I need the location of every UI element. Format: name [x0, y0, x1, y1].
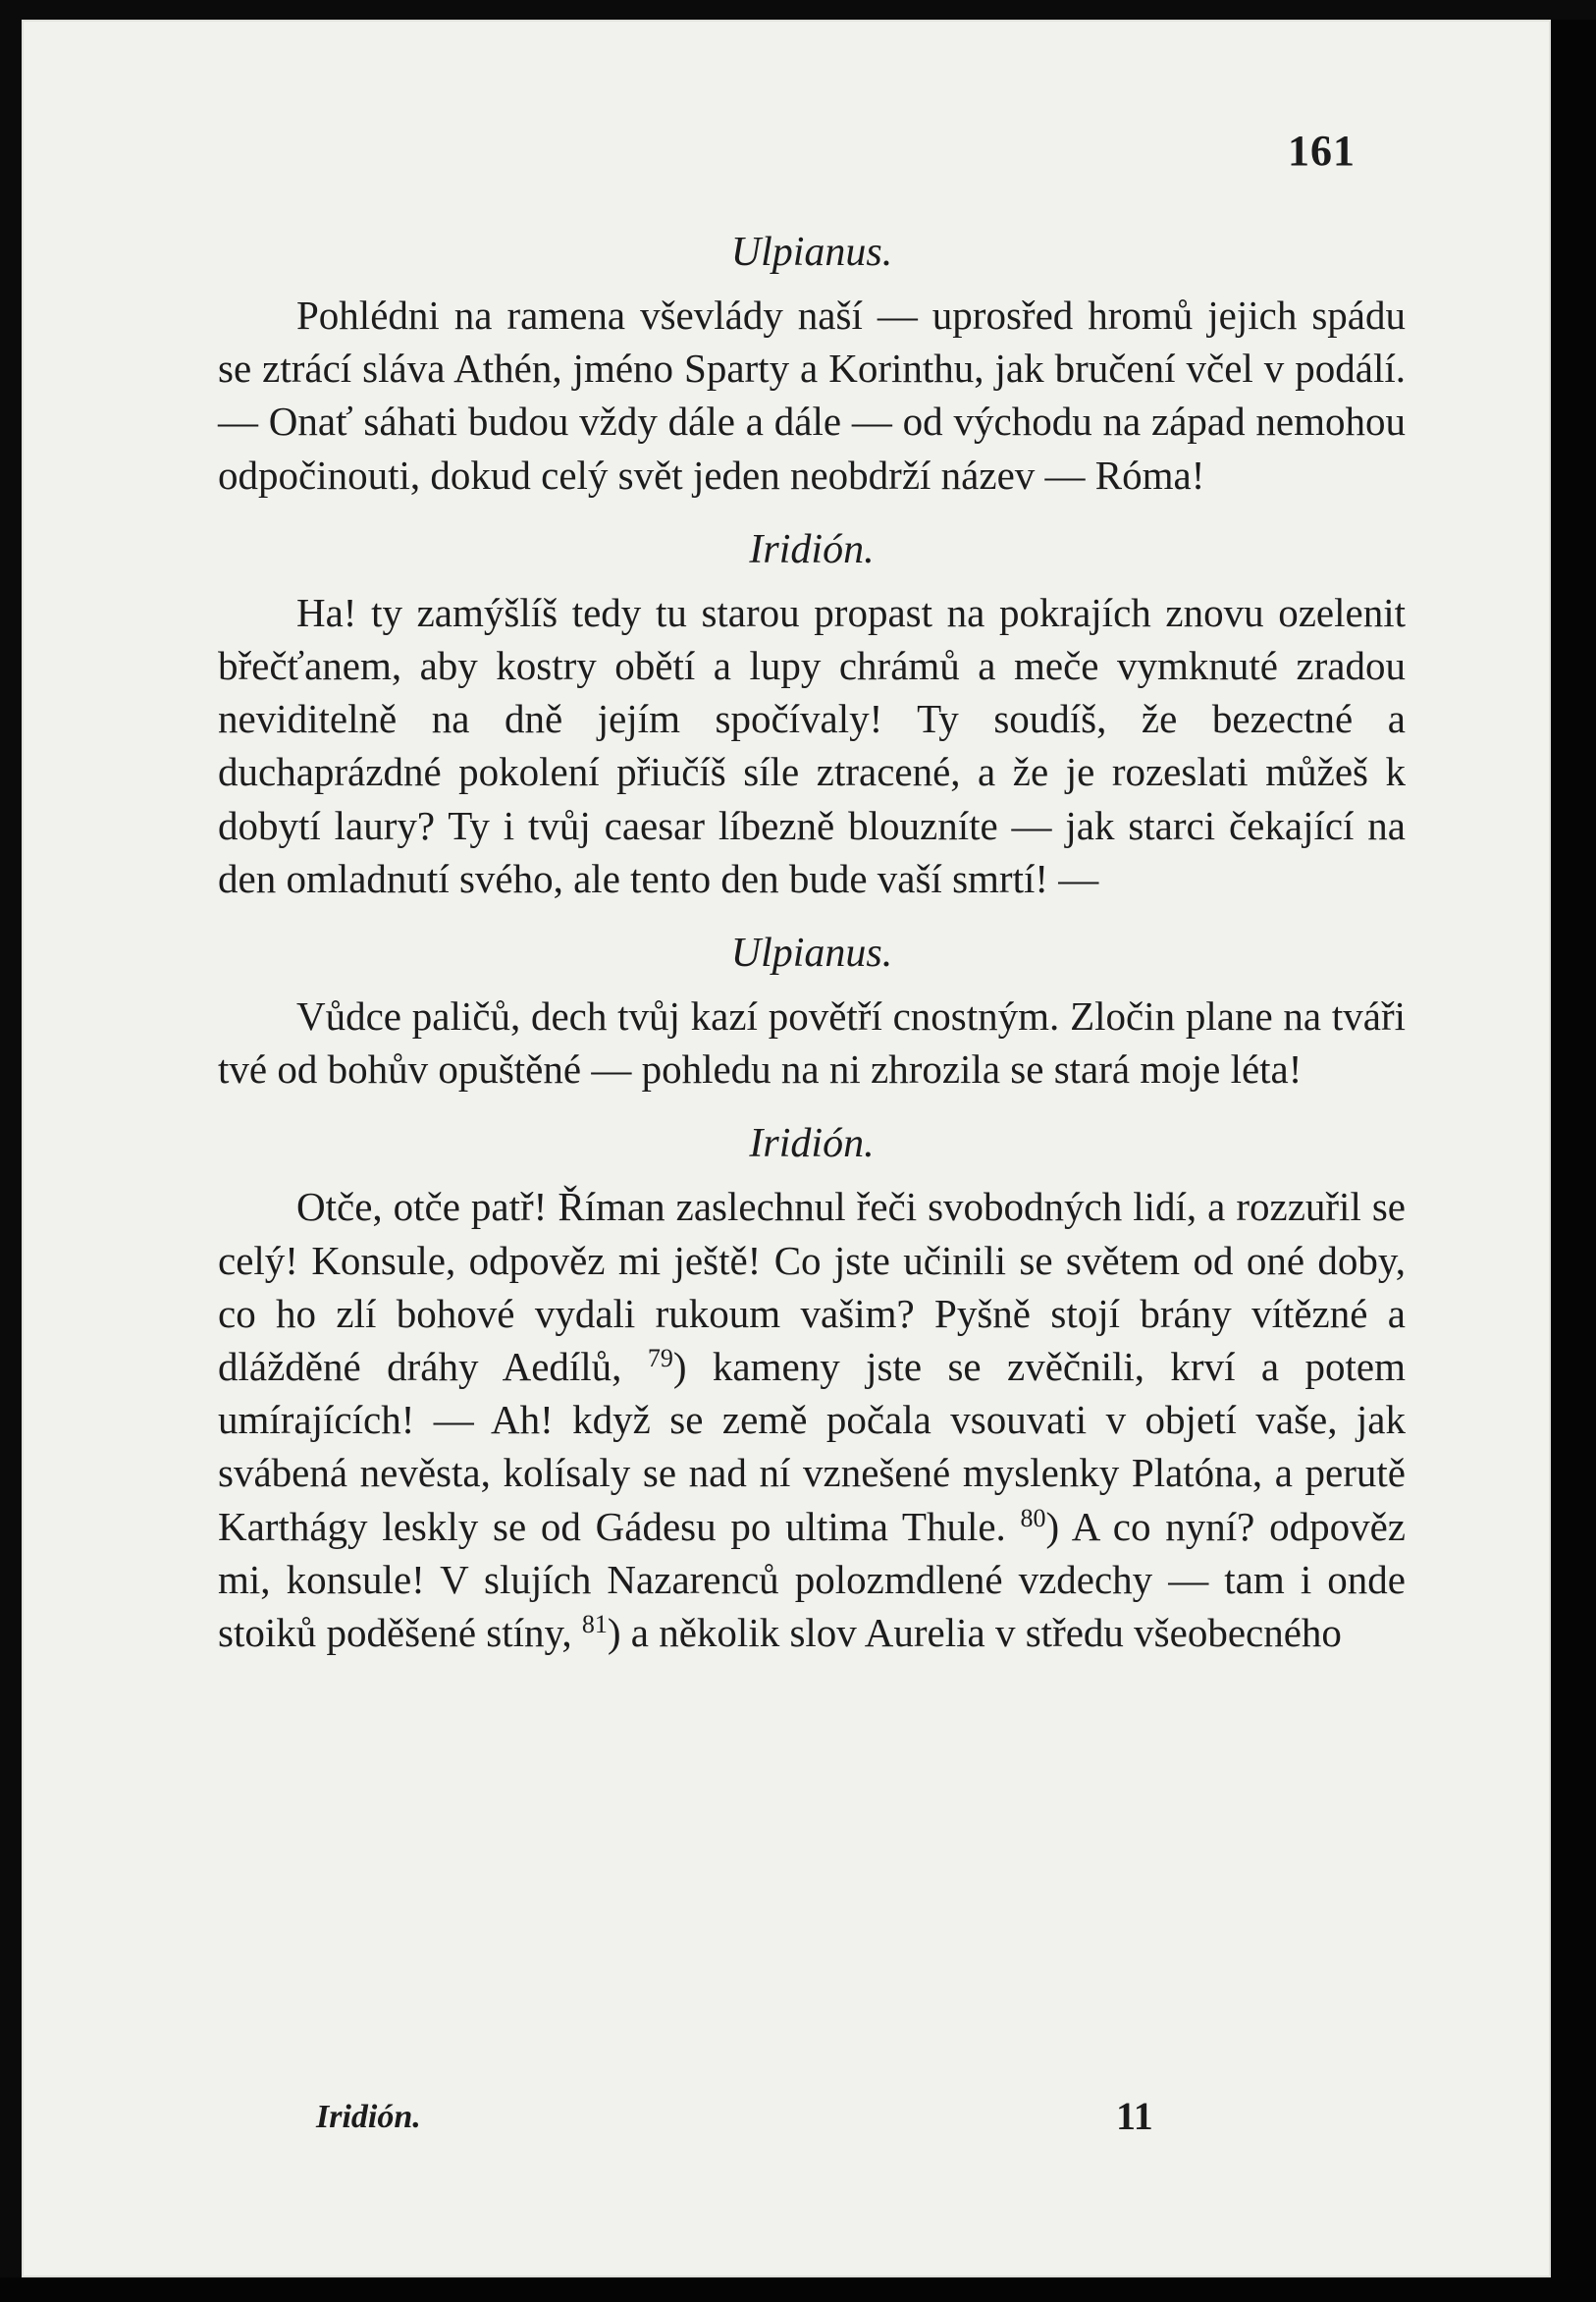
footnote-reference: 79 [647, 1344, 673, 1373]
page-body [218, 226, 1406, 1681]
speaker-name: Ulpianus. [730, 931, 893, 977]
paragraph-text: ) kameny jste se zvěčnili, krví a potem umírajících! — Ah! když se země počala vsouvati v objetí vaše, jak svábená nevěsta, kolísaly se nad ní vznešené myslenky Platóna, a perutě Karthágy leskly se od Gádesu po ultima Thule. [218, 1344, 1406, 1549]
scan-border-right [1551, 20, 1596, 2302]
book-page [22, 20, 1551, 2277]
signature-mark: Iridión. [316, 2099, 421, 2135]
paragraph-text: ) a několik slov Aurelia v středu všeobecného [607, 1610, 1342, 1656]
page-footer [218, 2094, 1406, 2148]
dialogue-paragraph [218, 289, 1406, 502]
dialogue-paragraph [218, 1180, 1406, 1659]
speaker-name: Iridión. [749, 526, 875, 572]
paragraph-text: Pohlédni na ramena vševlády naší — uprosřed hromů jejich spádu se ztrácí sláva Athén, jméno Sparty a Korinthu, jak bručení včel v podálí. — Onať sáhati budou vždy dále a dále — od východu na západ nemohou odpočinouti, dokud celý svět jeden neobdrží název — Róma! [218, 293, 1406, 498]
paragraph-text: Otče, otče patř! Říman zaslechnul řeči svobodných lidí, a rozzuřil se celý! Konsule, odpověz mi ještě! Co jste učinili se světem od oné doby, co ho zlí bohové vydali rukoum vašim? Pyšně stojí brány vítězné a dlážděné dráhy Aedílů, [218, 1184, 1406, 1390]
footnote-reference: 80 [1020, 1503, 1046, 1532]
speaker-name: Iridión. [749, 1121, 875, 1167]
speaker-name: Ulpianus. [730, 230, 893, 275]
paragraph-text: Ha! ty zamýšlíš tedy tu starou propast na pokrajích znovu ozelenit břečťanem, aby kostry obětí a lupy chrámů a meče vymknuté zradou neviditelně na dně jejím spočívaly! Ty soudíš, že bezectné a duchaprázdné pokolení přiučíš síle ztracené, a že je rozeslati můžeš k dobytí laury? Ty i tvůj caesar líbezně blouzníte — jak starci čekající na den omladnutí svého, ale tento den bude vaší smrtí! — [218, 589, 1406, 901]
page-number: 161 [1288, 127, 1356, 175]
dialogue-paragraph [218, 586, 1406, 905]
paragraph-text: Vůdce paličů, dech tvůj kazí povětří cnostným. Zločin plane na tváři tvé od bohův opuštěné — pohledu na ni zhrozila se stará moje léta! [218, 993, 1406, 1093]
sheet-number: 11 [1116, 2094, 1153, 2138]
footnote-reference: 81 [581, 1610, 608, 1639]
scan-border-bottom [0, 2277, 1596, 2302]
dialogue-paragraph [218, 990, 1406, 1096]
paragraph-text: ) A co nyní? odpověz mi, konsule! V slujích Nazarenců polozmdlené vzdechy — tam i onde stoiků poděšené stíny, [218, 1503, 1406, 1656]
